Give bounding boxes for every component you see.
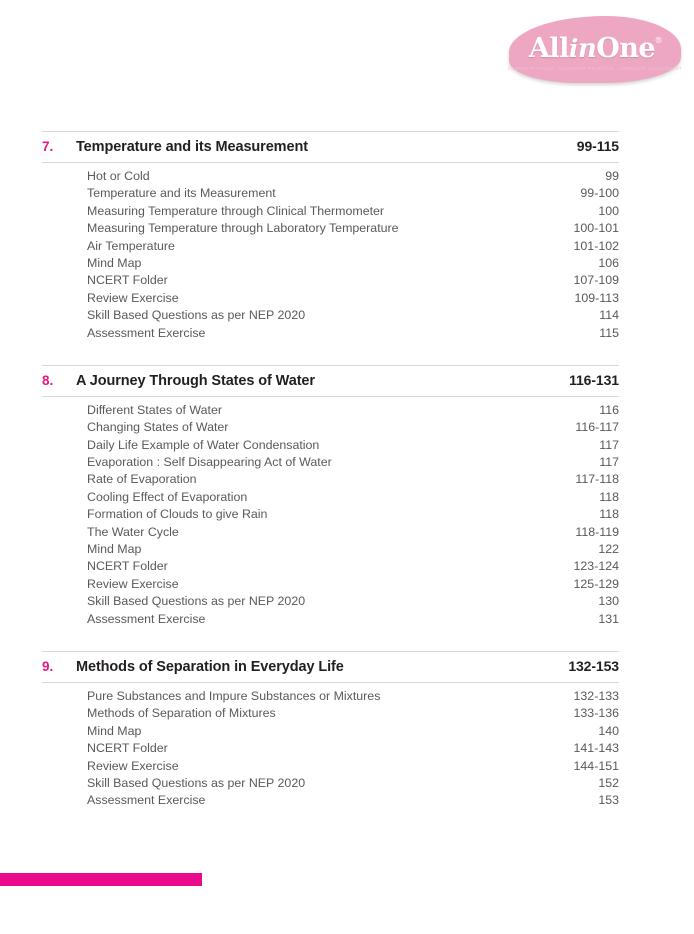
entry-label: Assessment Exercise [87, 793, 206, 808]
entry-label: Changing States of Water [87, 420, 229, 435]
toc-entry[interactable] [42, 273, 619, 290]
entry-page-range: 117 [599, 437, 619, 452]
toc-entry[interactable] [42, 793, 619, 810]
toc-entry[interactable] [42, 420, 619, 437]
toc-entry[interactable] [42, 490, 619, 507]
entry-page-range: 100 [598, 203, 619, 218]
entry-label: NCERT Folder [87, 741, 168, 756]
chapter-title: Methods of Separation in Everyday Life [76, 658, 344, 675]
entry-label: Assessment Exercise [87, 611, 206, 626]
entry-page-range: 140 [598, 723, 619, 738]
toc-entry[interactable] [42, 169, 619, 186]
entry-page-range: 106 [598, 255, 619, 270]
toc-entry[interactable] [42, 326, 619, 343]
entry-label: Mind Map [87, 542, 142, 557]
entry-page-range: 131 [598, 611, 619, 626]
entry-page-range: 130 [598, 594, 619, 609]
toc-entry[interactable] [42, 542, 619, 559]
entry-label: Review Exercise [87, 290, 179, 305]
entry-page-range: 125-129 [573, 576, 619, 591]
logo-tagline: COMPLETE STUDY · COMPLETE PRACTICE · COMPLETE ASSESSMENT [507, 65, 683, 71]
table-of-contents [42, 131, 619, 811]
entry-label: Review Exercise [87, 758, 179, 773]
chapter-block [42, 131, 619, 343]
toc-entry[interactable] [42, 559, 619, 576]
toc-entry[interactable] [42, 706, 619, 723]
entry-label: Measuring Temperature through Laboratory Temperature [87, 221, 399, 236]
logo-text-all: All [528, 32, 569, 64]
toc-entry[interactable] [42, 577, 619, 594]
entry-label: NCERT Folder [87, 559, 168, 574]
toc-entry[interactable] [42, 239, 619, 256]
entry-page-range: 132-133 [573, 688, 619, 703]
toc-entry[interactable] [42, 221, 619, 238]
chapter-entries [42, 163, 619, 343]
entry-page-range: 123-124 [573, 559, 619, 574]
entry-label: Skill Based Questions as per NEP 2020 [87, 594, 306, 609]
toc-entry[interactable] [42, 776, 619, 793]
chapter-title: A Journey Through States of Water [76, 372, 315, 389]
entry-label: Temperature and its Measurement [87, 186, 276, 201]
logo-text-i: i [568, 33, 578, 63]
chapter-page-range: 99-115 [576, 138, 619, 154]
toc-entry[interactable] [42, 291, 619, 308]
chapter-header[interactable] [42, 131, 619, 163]
entry-label: Mind Map [87, 723, 142, 738]
entry-label: Different States of Water [87, 402, 222, 417]
chapter-block [42, 365, 619, 629]
entry-page-range: 152 [598, 775, 619, 790]
entry-page-range: 153 [598, 793, 619, 808]
chapter-page-range: 132-153 [568, 657, 619, 674]
toc-entry[interactable] [42, 256, 619, 273]
toc-entry[interactable] [42, 472, 619, 489]
entry-page-range: 141-143 [573, 741, 619, 756]
entry-label: Evaporation : Self Disappearing Act of Water [87, 455, 332, 470]
toc-entry[interactable] [42, 759, 619, 776]
toc-entry[interactable] [42, 594, 619, 611]
entry-label: NCERT Folder [87, 273, 168, 288]
entry-page-range: 118 [599, 507, 619, 522]
entry-page-range: 116-117 [575, 420, 619, 435]
entry-label: Daily Life Example of Water Condensation [87, 437, 320, 452]
entry-label: Rate of Evaporation [87, 472, 197, 487]
toc-entry[interactable] [42, 438, 619, 455]
toc-entry[interactable] [42, 525, 619, 542]
bottom-accent-bar [0, 873, 202, 886]
entry-label: Measuring Temperature through Clinical Thermometer [87, 203, 385, 218]
entry-page-range: 99 [605, 169, 619, 183]
chapter-header[interactable] [42, 365, 619, 397]
logo-text-one: One [596, 32, 656, 64]
registered-trademark-icon: ® [654, 35, 663, 45]
toc-entry[interactable] [42, 724, 619, 741]
entry-page-range: 116 [599, 402, 619, 417]
chapter-block [42, 651, 619, 811]
toc-entry[interactable] [42, 455, 619, 472]
entry-label: Skill Based Questions as per NEP 2020 [87, 775, 306, 790]
chapter-header[interactable] [42, 651, 619, 683]
entry-page-range: 118 [599, 489, 619, 504]
entry-label: Skill Based Questions as per NEP 2020 [87, 308, 306, 323]
entry-label: Formation of Clouds to give Rain [87, 507, 268, 522]
toc-entry[interactable] [42, 204, 619, 221]
entry-label: Pure Substances and Impure Substances or Mixtures [87, 688, 381, 703]
entry-page-range: 122 [598, 542, 619, 557]
entry-page-range: 117-118 [575, 472, 619, 487]
toc-entry[interactable] [42, 612, 619, 629]
chapter-entries [42, 397, 619, 629]
chapter-number: 9. [42, 658, 54, 674]
chapter-title: Temperature and its Measurement [76, 139, 308, 155]
toc-entry[interactable] [42, 507, 619, 524]
entry-label: Review Exercise [87, 576, 179, 591]
entry-page-range: 133-136 [573, 706, 619, 721]
entry-page-range: 101-102 [573, 238, 619, 253]
entry-page-range: 115 [599, 325, 619, 340]
entry-page-range: 114 [599, 308, 619, 323]
entry-label: The Water Cycle [87, 524, 179, 539]
entry-page-range: 109-113 [574, 290, 619, 305]
toc-entry[interactable] [42, 403, 619, 420]
entry-page-range: 117 [599, 455, 619, 470]
toc-entry[interactable] [42, 186, 619, 203]
chapter-number: 8. [42, 372, 54, 388]
toc-entry[interactable] [42, 308, 619, 325]
logo-wordmark [528, 32, 663, 64]
entry-label: Methods of Separation of Mixtures [87, 706, 276, 721]
entry-page-range: 144-151 [573, 758, 619, 773]
entry-label: Mind Map [87, 255, 142, 270]
entry-page-range: 99-100 [580, 186, 619, 201]
entry-page-range: 107-109 [573, 273, 619, 288]
entry-label: Hot or Cold [87, 169, 150, 183]
toc-entry[interactable] [42, 689, 619, 706]
entry-label: Air Temperature [87, 238, 175, 253]
brand-logo [509, 16, 681, 83]
entry-page-range: 100-101 [573, 221, 619, 236]
entry-page-range: 118-119 [575, 524, 619, 539]
logo-content [509, 16, 681, 83]
entry-label: Assessment Exercise [87, 325, 206, 340]
logo-text-n: n [577, 33, 597, 64]
chapter-page-range: 116-131 [569, 371, 619, 388]
chapter-number: 7. [42, 139, 54, 154]
entry-label: Cooling Effect of Evaporation [87, 489, 248, 504]
toc-entry[interactable] [42, 741, 619, 758]
chapter-entries [42, 683, 619, 811]
